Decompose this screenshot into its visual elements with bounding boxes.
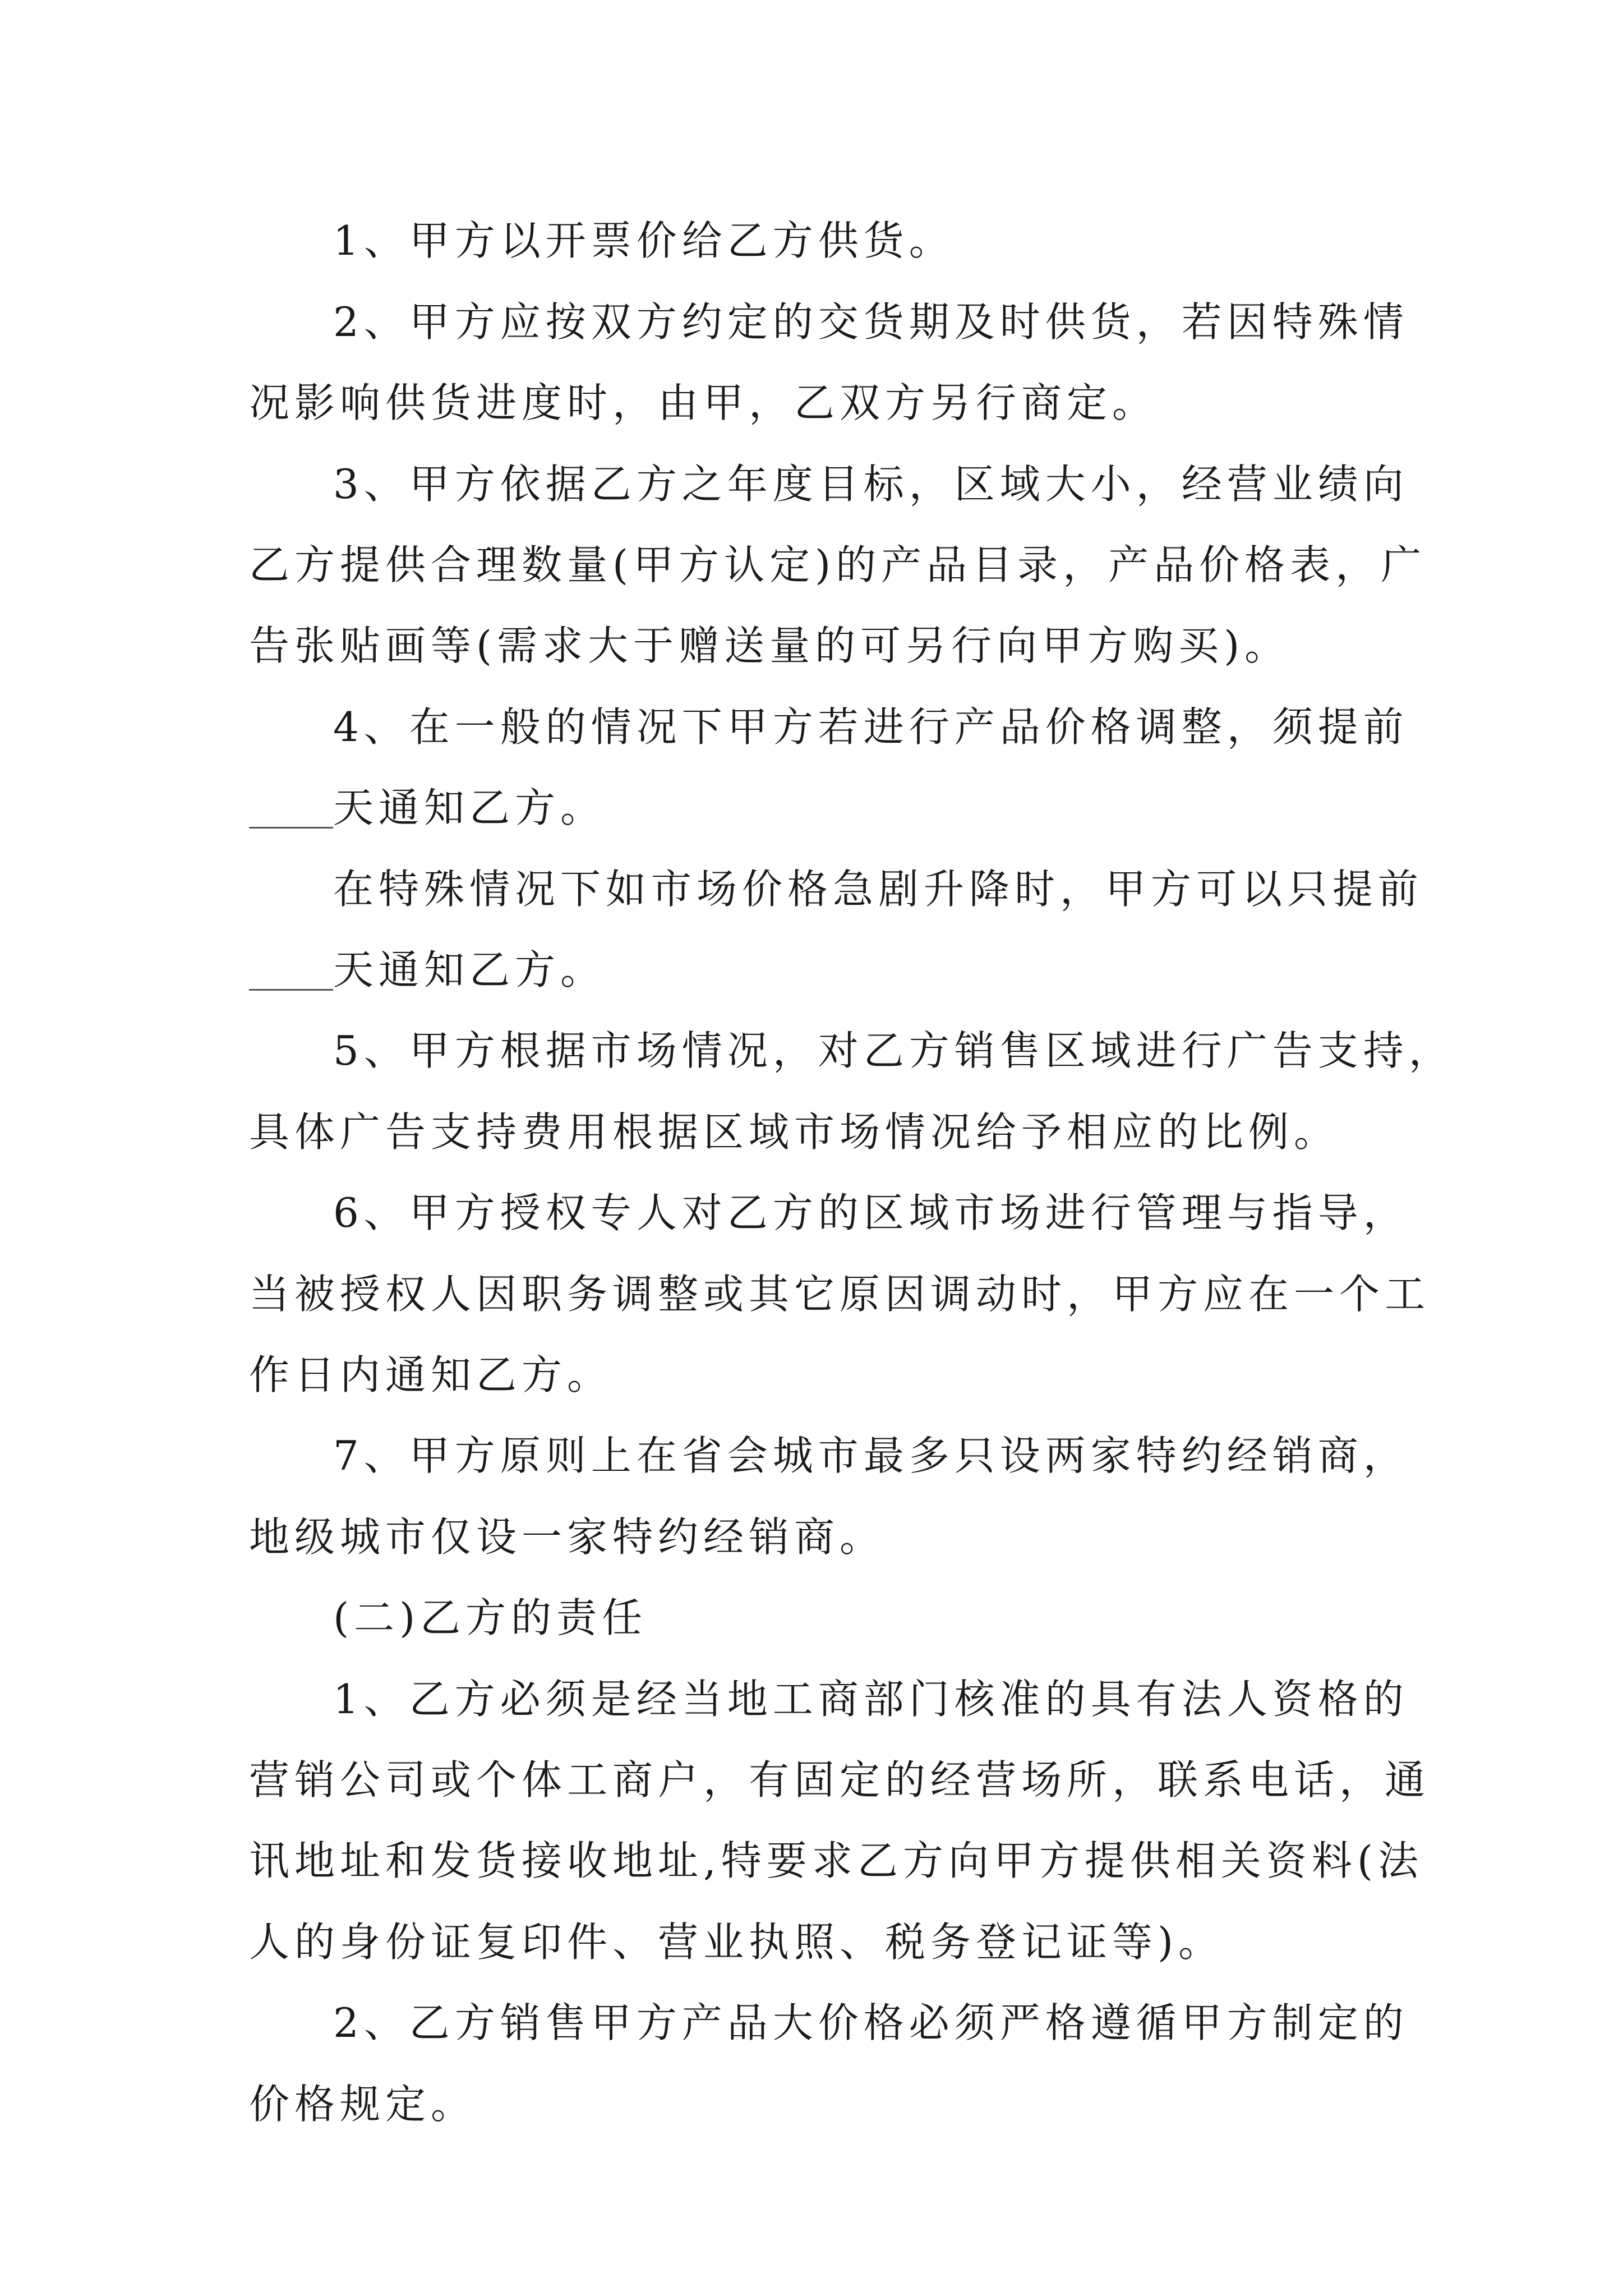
fill-in-blank bbox=[249, 774, 333, 841]
paragraph-line: 告张贴画等(需求大于赠送量的可另行向甲方购买)。 bbox=[249, 622, 1290, 669]
paragraph-line: 5、甲方根据市场情况，对乙方销售区域进行广告支持， bbox=[333, 1027, 1454, 1074]
paragraph-line: 在特殊情况下如市场价格急剧升降时，甲方可以只提前 bbox=[333, 866, 1424, 913]
paragraph-line: 人的身份证复印件、营业执照、税务登记证等)。 bbox=[249, 1918, 1224, 1966]
paragraph-line: 地级城市仅设一家特约经销商。 bbox=[249, 1513, 886, 1561]
paragraph-line: 6、甲方授权专人对乙方的区域市场进行管理与指导， bbox=[333, 1189, 1409, 1236]
paragraph-line: 2、乙方销售甲方产品大价格必须严格遵循甲方制定的 bbox=[333, 1999, 1409, 2046]
paragraph-line: 价格规定。 bbox=[249, 2081, 477, 2128]
paragraph-line: 作日内通知乙方。 bbox=[249, 1351, 613, 1398]
paragraph-line: 当被授权人因职务调整或其它原因调动时，甲方应在一个工 bbox=[249, 1271, 1431, 1318]
paragraph-line: 乙方提供合理数量(甲方认定)的产品目录，产品价格表，广 bbox=[249, 541, 1427, 588]
paragraph-line: 1、甲方以开票价给乙方供货。 bbox=[333, 217, 955, 264]
paragraph-line: 况影响供货进度时，由甲，乙双方另行商定。 bbox=[249, 379, 1158, 426]
fill-in-blank bbox=[249, 936, 333, 1004]
paragraph-line: 具体广告支持费用根据区域市场情况给予相应的比例。 bbox=[249, 1108, 1340, 1156]
paragraph-line-with-blank bbox=[249, 774, 606, 841]
paragraph-line: 4、在一般的情况下甲方若进行产品价格调整，须提前 bbox=[333, 703, 1409, 751]
paragraph-line: 营销公司或个体工商户，有固定的经营场所，联系电话，通 bbox=[249, 1756, 1431, 1803]
paragraph-line: 2、甲方应按双方约定的交货期及时供货，若因特殊情 bbox=[333, 298, 1409, 346]
paragraph-line: 1、乙方必须是经当地工商部门核准的具有法人资格的 bbox=[333, 1676, 1409, 1723]
paragraph-line: 讯地址和发货接收地址,特要求乙方向甲方提供相关资料(法 bbox=[249, 1837, 1423, 1884]
paragraph-line: 7、甲方原则上在省会城市最多只设两家特约经销商， bbox=[333, 1432, 1409, 1479]
paragraph-text: 天通知乙方。 bbox=[333, 784, 606, 831]
section-heading: (二)乙方的责任 bbox=[333, 1594, 648, 1641]
paragraph-text: 天通知乙方。 bbox=[333, 946, 606, 993]
paragraph-line: 3、甲方依据乙方之年度目标，区域大小，经营业绩向 bbox=[333, 461, 1409, 508]
paragraph-line-with-blank bbox=[249, 936, 606, 1004]
